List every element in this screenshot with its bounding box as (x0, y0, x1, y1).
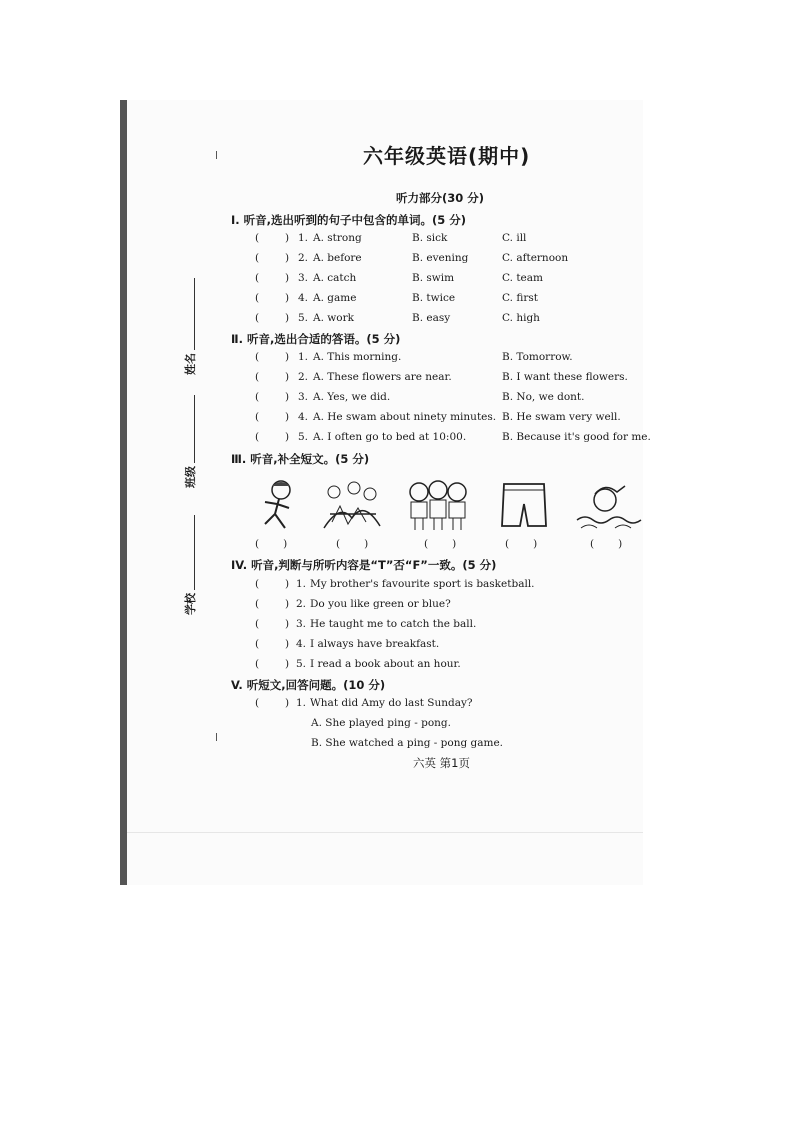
answer-paren-open[interactable]: ( (255, 312, 260, 324)
question-number: 5. (296, 658, 307, 670)
name-label: 姓名 (184, 353, 197, 375)
school-label: 学校 (184, 593, 197, 615)
answer-paren-open[interactable]: ( (255, 431, 260, 443)
question-number: 3. (298, 391, 309, 403)
question-number: 4. (296, 638, 307, 650)
section-1-heading: I. 听音,选出听到的句子中包含的单词。(5 分) (231, 213, 467, 227)
question-number: 2. (298, 371, 309, 383)
answer-paren-open: ( (590, 538, 595, 550)
answer-paren-close: ) (285, 697, 290, 709)
question-row (0, 658, 793, 674)
option-b: B. I want these flowers. (502, 371, 628, 383)
answer-paren-open: ( (336, 538, 341, 550)
answer-paren-close: ) (285, 252, 290, 264)
page-footer: 六英 第1页 (413, 756, 470, 770)
question-number: 1. (298, 351, 309, 363)
answer-paren-open[interactable]: ( (255, 232, 260, 244)
page-title: 六年级英语(期中) (363, 144, 531, 168)
answer-paren-close: ) (283, 538, 288, 550)
answer-paren-close: ) (285, 411, 290, 423)
option-a: A. Yes, we did. (313, 391, 391, 403)
answer-paren-open[interactable]: ( (255, 272, 260, 284)
picture-answer-blank[interactable] (336, 538, 368, 550)
question-row (0, 312, 793, 328)
answer-paren-open: ( (505, 538, 510, 550)
answer-paren-open[interactable]: ( (255, 638, 260, 650)
answer-paren-open[interactable]: ( (255, 292, 260, 304)
answer-paren-close: ) (285, 391, 290, 403)
question-number: 4. (298, 292, 309, 304)
three-friends-picture (405, 478, 471, 533)
question-row (0, 351, 793, 367)
option-a: A. before (313, 252, 362, 264)
crowd-playing-picture (320, 478, 384, 533)
section-5-heading: V. 听短文,回答问题。(10 分) (231, 678, 386, 692)
answer-paren-open[interactable]: ( (255, 351, 260, 363)
question-row (0, 411, 793, 427)
registration-mark (216, 151, 217, 159)
statement-text: I read a book about an hour. (310, 658, 461, 670)
class-label: 班级 (184, 466, 197, 488)
binding-bar (120, 100, 127, 885)
statement-text: I always have breakfast. (310, 638, 440, 650)
option-c: C. ill (502, 232, 527, 244)
option-a: A. catch (313, 272, 357, 284)
question-row (0, 371, 793, 387)
question-row (0, 252, 793, 268)
answer-paren-close: ) (452, 538, 457, 550)
picture-answer-blank[interactable] (590, 538, 622, 550)
section-3-heading: Ⅲ. 听音,补全短文。(5 分) (231, 452, 370, 466)
option-a: A. work (313, 312, 354, 324)
answer-paren-close: ) (285, 578, 290, 590)
option-a: A. He swam about ninety minutes. (313, 411, 497, 423)
answer-paren-open[interactable]: ( (255, 658, 260, 670)
question-row (0, 697, 793, 713)
option-row (0, 737, 793, 753)
picture-row (250, 478, 650, 538)
option-b: B. sick (412, 232, 448, 244)
option-c: C. first (502, 292, 538, 304)
answer-paren-open[interactable]: ( (255, 618, 260, 630)
answer-paren-close: ) (285, 232, 290, 244)
question-row (0, 618, 793, 634)
option-b: B. No, we dont. (502, 391, 585, 403)
answer-paren-open[interactable]: ( (255, 252, 260, 264)
shorts-picture (498, 478, 550, 533)
question-row (0, 578, 793, 594)
question-number: 1. (296, 578, 307, 590)
option-a: A. She played ping - pong. (311, 717, 451, 729)
answer-paren-open[interactable]: ( (255, 411, 260, 423)
question-text: What did Amy do last Sunday? (310, 697, 473, 709)
answer-paren-close: ) (285, 618, 290, 630)
option-a: A. game (313, 292, 357, 304)
section-subtitle: 听力部分(30 分) (396, 191, 485, 205)
statement-text: He taught me to catch the ball. (310, 618, 477, 630)
question-row (0, 232, 793, 248)
answer-paren-close: ) (285, 312, 290, 324)
swimming-girl-picture (575, 478, 645, 533)
question-number: 5. (298, 312, 309, 324)
answer-paren-close: ) (364, 538, 369, 550)
option-b: B. twice (412, 292, 456, 304)
option-b: B. She watched a ping - pong game. (311, 737, 504, 749)
option-c: C. afternoon (502, 252, 569, 264)
answer-paren-close: ) (285, 431, 290, 443)
question-number: 2. (296, 598, 307, 610)
question-number: 3. (296, 618, 307, 630)
answer-paren-close: ) (285, 292, 290, 304)
question-row (0, 391, 793, 407)
option-a: A. This morning. (313, 351, 402, 363)
answer-paren-close: ) (285, 598, 290, 610)
option-c: C. high (502, 312, 540, 324)
answer-paren-close: ) (285, 658, 290, 670)
answer-paren-open: ( (255, 538, 260, 550)
answer-paren-close: ) (533, 538, 538, 550)
answer-paren-close: ) (285, 638, 290, 650)
statement-text: My brother's favourite sport is basketball. (310, 578, 535, 590)
question-number: 3. (298, 272, 309, 284)
question-number: 4. (298, 411, 309, 423)
question-row (0, 272, 793, 288)
answer-paren-close: ) (285, 272, 290, 284)
answer-paren-open[interactable]: ( (255, 598, 260, 610)
question-number: 2. (298, 252, 309, 264)
option-b: B. Tomorrow. (502, 351, 573, 363)
option-b: B. He swam very well. (502, 411, 621, 423)
section-4-heading: IV. 听音,判断与所听内容是“T”否“F”一致。(5 分) (231, 558, 497, 572)
answer-paren-close: ) (285, 371, 290, 383)
picture-answer-blank[interactable] (505, 538, 537, 550)
answer-paren-open[interactable]: ( (255, 391, 260, 403)
question-row (0, 431, 793, 447)
question-number: 1. (296, 697, 307, 709)
option-a: A. I often go to bed at 10:00. (313, 431, 467, 443)
picture-answer-blank[interactable] (255, 538, 287, 550)
section-2-heading: Ⅱ. 听音,选出合适的答语。(5 分) (231, 332, 401, 346)
question-row (0, 292, 793, 308)
option-a: A. strong (313, 232, 362, 244)
question-number: 1. (298, 232, 309, 244)
answer-paren-close: ) (618, 538, 623, 550)
option-a: A. These flowers are near. (313, 371, 452, 383)
option-b: B. evening (412, 252, 469, 264)
running-girl-picture (255, 478, 303, 533)
statement-text: Do you like green or blue? (310, 598, 451, 610)
option-row (0, 717, 793, 733)
answer-paren-open[interactable]: ( (255, 697, 260, 709)
answer-paren-open[interactable]: ( (255, 578, 260, 590)
answer-paren-open[interactable]: ( (255, 371, 260, 383)
question-number: 5. (298, 431, 309, 443)
option-b: B. swim (412, 272, 455, 284)
answer-paren-open: ( (424, 538, 429, 550)
option-c: C. team (502, 272, 543, 284)
picture-answer-blank[interactable] (424, 538, 456, 550)
page-fold-line (127, 832, 643, 833)
question-row (0, 598, 793, 614)
option-b: B. easy (412, 312, 451, 324)
answer-paren-close: ) (285, 351, 290, 363)
question-row (0, 638, 793, 654)
option-b: B. Because it's good for me. (502, 431, 651, 443)
